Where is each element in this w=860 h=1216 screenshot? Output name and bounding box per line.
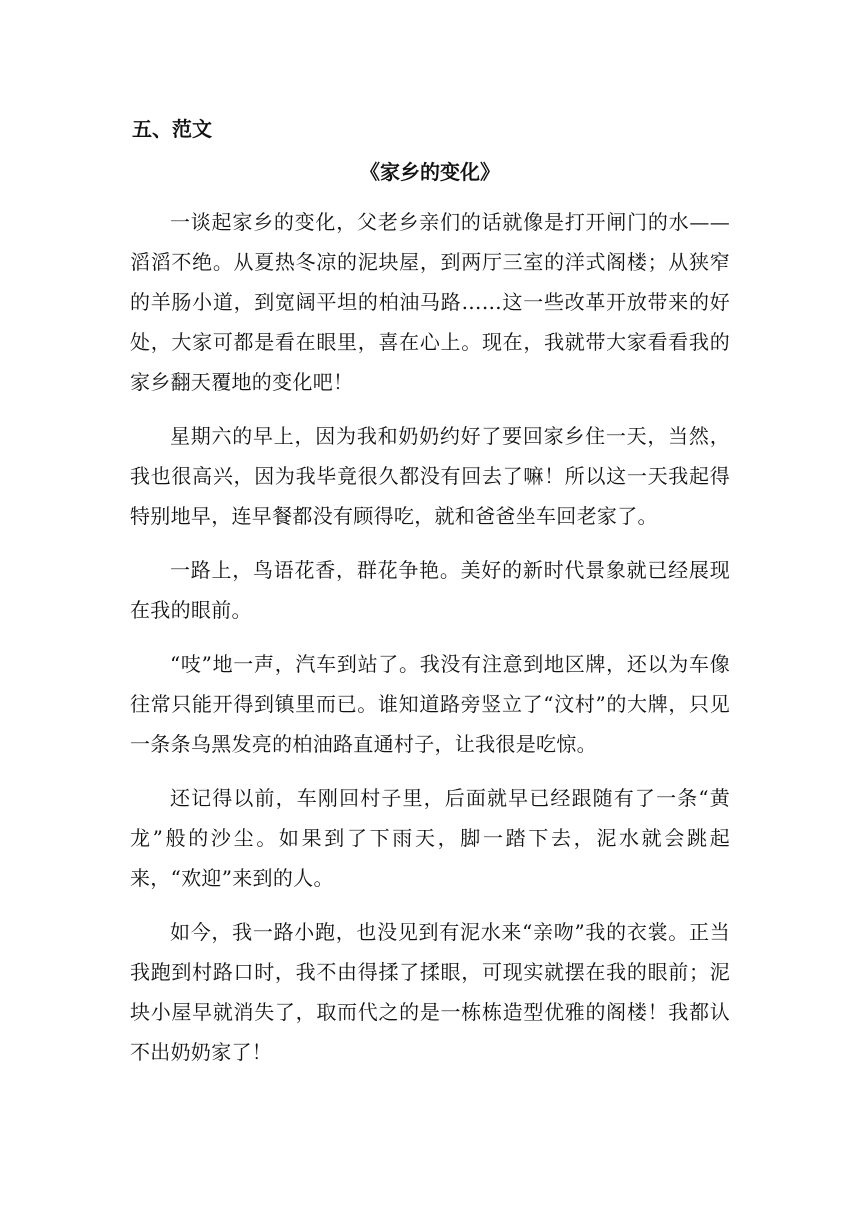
essay-body (130, 202, 730, 1086)
essay-paragraph-4: “吱”地一声，汽车到站了。我没有注意到地区牌，还以为车像往常只能开得到镇里而已。谁知道路旁竖立了“汶村”的大牌，只见一条条乌黑发亮的柏油路直通村子，让我很是吃惊。 (130, 652, 730, 756)
essay-paragraph-2: 星期六的早上，因为我和奶奶约好了要回家乡住一天，当然，我也很高兴，因为我毕竟很久都没有回去了嘛！所以这一天我起得特别地早，连早餐都没有顾得吃，就和爸爸坐车回老家了。 (130, 424, 730, 528)
essay-title: 《家乡的变化》 (360, 160, 500, 184)
essay-paragraph-5: 还记得以前，车刚回村子里，后面就早已经跟随有了一条“黄龙”般的沙尘。如果到了下雨天，脚一踏下去，泥水就会跳起来，“欢迎”来到的人。 (130, 786, 730, 890)
section-heading: 五、范文 (132, 117, 212, 141)
essay-paragraph-1: 一谈起家乡的变化，父老乡亲们的话就像是打开闸门的水——滔滔不绝。从夏热冬凉的泥块屋，到两厅三室的洋式阁楼；从狭窄的羊肠小道，到宽阔平坦的柏油马路……这一些改革开放带来的好处，大家可都是看在眼里，喜在心上。现在，我就带大家看看我的家乡翻天覆地的变化吧！ (130, 210, 730, 394)
essay-paragraph-6: 如今，我一路小跑，也没见到有泥水来“亲吻”我的衣裳。正当我跑到村路口时，我不由得揉了揉眼，可现实就摆在我的眼前；泥块小屋早就消失了，取而代之的是一栋栋造型优雅的阁楼！我都认不出奶奶家了！ (130, 920, 730, 1064)
essay-paragraph-3: 一路上，鸟语花香，群花争艳。美好的新时代景象就已经展现在我的眼前。 (130, 558, 730, 622)
